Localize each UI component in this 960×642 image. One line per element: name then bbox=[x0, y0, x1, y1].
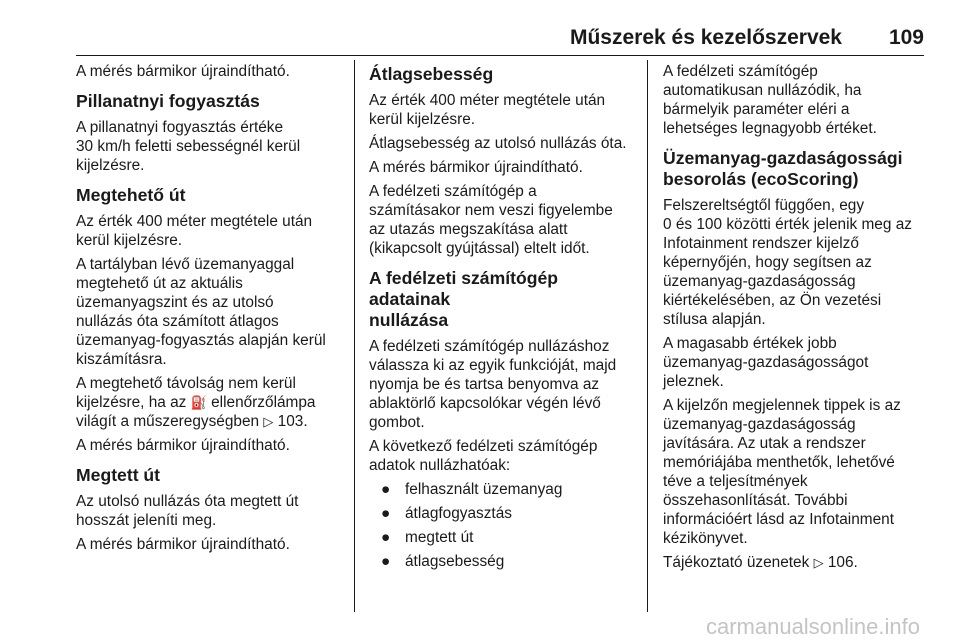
page-header bbox=[76, 26, 924, 54]
list-item-label: megtett út bbox=[405, 529, 474, 546]
bullet-icon: ● bbox=[381, 553, 391, 570]
list-item-label: átlagsebesség bbox=[405, 553, 505, 570]
list-item bbox=[369, 552, 639, 571]
list-item bbox=[369, 504, 639, 523]
text: A megtehető távolság nem kerül kijelzésre, ha az bbox=[76, 375, 296, 411]
heading-average-speed: Átlagsebesség bbox=[369, 64, 494, 84]
paragraph: A fedélzeti számítógép a számításakor nem veszi figyelembe az utazás megszakítása alatt (kikapcsolt gyújtással) eltelt időt. bbox=[369, 183, 613, 257]
column-1 bbox=[76, 62, 346, 559]
paragraph: A pillanatnyi fogyasztás értéke 30 km/h feletti sebességnél kerül kijelzésre. bbox=[76, 119, 301, 174]
text: ellenőrzőlámpa világít a műszeregységben bbox=[76, 394, 316, 430]
column-divider-1 bbox=[354, 60, 355, 612]
list-item bbox=[369, 480, 639, 499]
column-divider-2 bbox=[647, 60, 648, 612]
paragraph: A mérés bármikor újraindítható. bbox=[369, 159, 583, 176]
paragraph: A fedélzeti számítógép nullázáshoz válassza ki az egyik funkcióját, majd nyomja be és tartsa benyomva az ablaktörlő kapcsolókar végén lévő gombot. bbox=[369, 338, 617, 431]
paragraph: A mérés bármikor újraindítható. bbox=[76, 437, 290, 454]
page-title: Műszerek és kezelőszervek bbox=[569, 26, 842, 49]
reference-arrow-icon: ▷ bbox=[263, 414, 274, 429]
paragraph: A magasabb értékek jobb üzemanyag-gazdaságosságot jeleznek. bbox=[663, 335, 869, 390]
reset-items-list bbox=[369, 480, 639, 571]
list-item-label: felhasznált üzemanyag bbox=[405, 481, 563, 498]
paragraph: Felszereltségtől függően, egy 0 és 100 közötti érték jelenik meg az Infotainment rendszer kijelző képernyőjén, hogy segítsen az üzemanyag-gazdaságosság kiértékelésében, az Ön vezetési stílusa alapján. bbox=[663, 197, 912, 328]
heading-ecoscoring: Üzemanyag-gazdaságossági besorolás (ecoScoring) bbox=[663, 148, 903, 189]
column-2 bbox=[369, 62, 639, 576]
paragraph: A kijelzőn megjelennek tippek is az üzemanyag-gazdaságosság javítására. Az utak a rendszer memóriájába menthetők, lehetővé téve a teljesítmények összehasonlítását. További információért lásd az Infotainment kézikönyvet. bbox=[663, 397, 901, 547]
paragraph: Az érték 400 méter megtétele után kerül kijelzésre. bbox=[369, 92, 606, 128]
paragraph: A következő fedélzeti számítógép adatok nullázhatóak: bbox=[369, 438, 598, 474]
page-reference-link[interactable]: 106. bbox=[827, 554, 858, 571]
paragraph-with-reference bbox=[663, 553, 933, 572]
list-item-label: átlagfogyasztás bbox=[405, 505, 512, 522]
bullet-icon: ● bbox=[381, 505, 391, 522]
bullet-icon: ● bbox=[381, 481, 391, 498]
list-item bbox=[369, 528, 639, 547]
paragraph: Az utolsó nullázás óta megtett út hosszát jeleníti meg. bbox=[76, 493, 299, 529]
watermark: carmanualsonline.info bbox=[705, 614, 920, 639]
paragraph: A mérés bármikor újraindítható. bbox=[76, 63, 290, 80]
paragraph: A tartályban lévő üzemanyaggal megtehető út az aktuális üzemanyagszint és az utolsó nullázás óta számított átlagos üzemanyag-fogyasztás alapján kerül kiszámításra. bbox=[76, 256, 326, 368]
heading-reset: A fedélzeti számítógép adatainak nullázása bbox=[369, 268, 559, 330]
paragraph-with-lamp bbox=[76, 374, 346, 431]
text: Tájékoztató üzenetek bbox=[663, 554, 810, 571]
page-number: 109 bbox=[888, 26, 924, 49]
heading-range: Megtehető út bbox=[76, 185, 186, 205]
header-divider bbox=[76, 55, 924, 56]
bullet-icon: ● bbox=[381, 529, 391, 546]
heading-instant-consumption: Pillanatnyi fogyasztás bbox=[76, 91, 260, 111]
paragraph: Az érték 400 méter megtétele után kerül kijelzésre. bbox=[76, 213, 313, 249]
paragraph: Átlagsebesség az utolsó nullázás óta. bbox=[369, 135, 627, 152]
paragraph: A fedélzeti számítógép automatikusan nullázódik, ha bármelyik paraméter eléri a lehetséges legnagyobb értéket. bbox=[663, 63, 877, 137]
column-3 bbox=[663, 62, 933, 577]
fuel-lamp-icon: ⛽ bbox=[190, 395, 207, 410]
reference-arrow-icon: ▷ bbox=[813, 555, 824, 570]
paragraph: A mérés bármikor újraindítható. bbox=[76, 536, 290, 553]
page-reference-link[interactable]: 103. bbox=[277, 413, 308, 430]
heading-distance: Megtett út bbox=[76, 465, 161, 485]
